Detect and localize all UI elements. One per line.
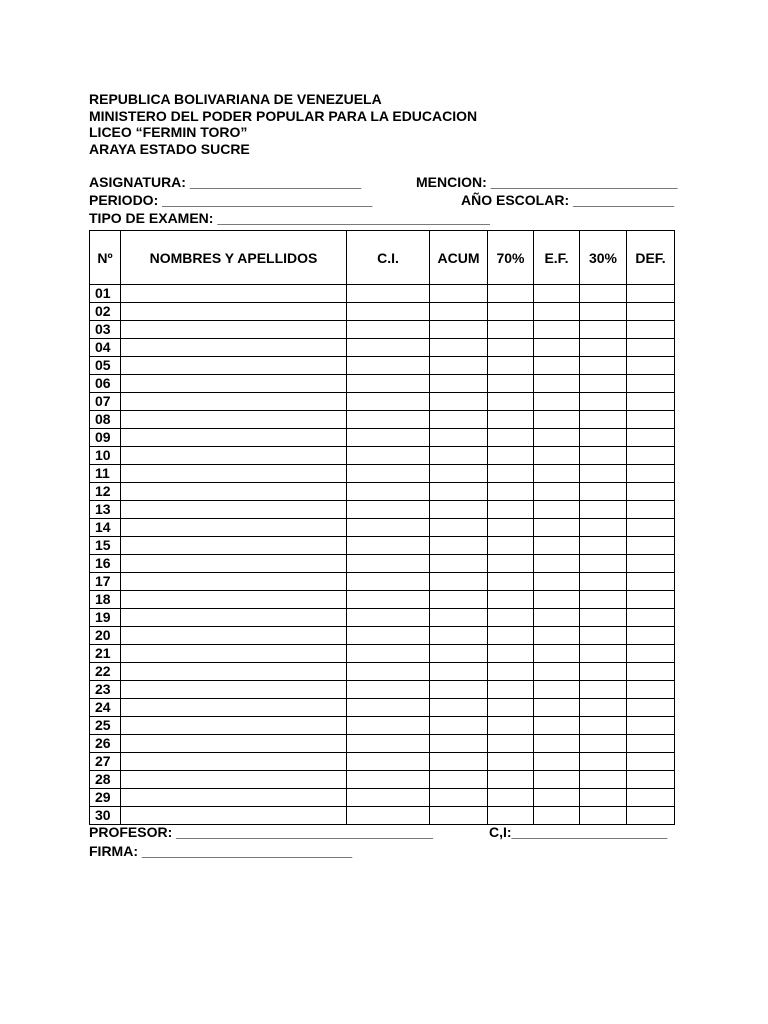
table-cell[interactable] (580, 771, 627, 789)
table-cell[interactable] (121, 555, 347, 573)
table-cell[interactable] (627, 771, 675, 789)
table-cell[interactable] (430, 699, 488, 717)
table-cell[interactable] (488, 303, 534, 321)
table-cell[interactable] (534, 519, 580, 537)
table-cell[interactable] (488, 681, 534, 699)
table-cell[interactable] (534, 717, 580, 735)
table-cell[interactable] (347, 465, 430, 483)
table-cell[interactable] (580, 339, 627, 357)
table-cell[interactable] (430, 753, 488, 771)
table-body (90, 285, 675, 825)
table-cell[interactable] (580, 555, 627, 573)
table-row (90, 573, 675, 591)
table-cell[interactable] (121, 807, 347, 825)
table-row (90, 699, 675, 717)
table-cell[interactable] (580, 717, 627, 735)
table-cell[interactable] (627, 717, 675, 735)
table-cell[interactable] (580, 789, 627, 807)
table-cell[interactable] (580, 321, 627, 339)
table-cell[interactable] (627, 591, 675, 609)
row-number: 25 (90, 717, 121, 735)
table-cell[interactable] (488, 411, 534, 429)
table-cell[interactable] (580, 501, 627, 519)
table-cell[interactable] (121, 771, 347, 789)
table-cell[interactable] (534, 609, 580, 627)
table-cell[interactable] (430, 321, 488, 339)
table-row (90, 483, 675, 501)
table-cell[interactable] (534, 501, 580, 519)
table-row (90, 555, 675, 573)
table-cell[interactable] (430, 555, 488, 573)
table-cell[interactable] (347, 753, 430, 771)
table-cell[interactable] (121, 681, 347, 699)
mencion-field[interactable]: MENCION: ________________________ (416, 174, 678, 190)
table-cell[interactable] (580, 537, 627, 555)
table-cell[interactable] (430, 447, 488, 465)
row-number: 19 (90, 609, 121, 627)
table-cell[interactable] (627, 303, 675, 321)
table-cell[interactable] (580, 807, 627, 825)
table-row (90, 429, 675, 447)
table-cell[interactable] (430, 519, 488, 537)
table-row (90, 609, 675, 627)
table-cell[interactable] (121, 339, 347, 357)
table-cell[interactable] (534, 699, 580, 717)
table-cell[interactable] (534, 393, 580, 411)
table-cell[interactable] (430, 591, 488, 609)
table-cell[interactable] (534, 573, 580, 591)
row-number: 03 (90, 321, 121, 339)
table-cell[interactable] (347, 483, 430, 501)
table-cell[interactable] (580, 681, 627, 699)
table-cell[interactable] (488, 627, 534, 645)
table-cell[interactable] (580, 303, 627, 321)
column-header: NOMBRES Y APELLIDOS (121, 231, 347, 285)
row-number: 30 (90, 807, 121, 825)
ano-escolar-field[interactable]: AÑO ESCOLAR: _____________ (461, 192, 675, 208)
table-cell[interactable] (534, 483, 580, 501)
column-header: ACUM (430, 231, 488, 285)
table-cell[interactable] (534, 375, 580, 393)
table-row (90, 807, 675, 825)
table-cell[interactable] (430, 357, 488, 375)
table-cell[interactable] (347, 645, 430, 663)
table-cell[interactable] (121, 393, 347, 411)
table-cell[interactable] (430, 411, 488, 429)
row-number: 26 (90, 735, 121, 753)
table-cell[interactable] (488, 663, 534, 681)
table-cell[interactable] (534, 645, 580, 663)
grades-table (89, 230, 675, 825)
table-cell[interactable] (580, 411, 627, 429)
table-cell[interactable] (534, 465, 580, 483)
table-cell[interactable] (430, 771, 488, 789)
table-cell[interactable] (430, 285, 488, 303)
table-cell[interactable] (488, 429, 534, 447)
table-cell[interactable] (627, 393, 675, 411)
table-cell[interactable] (627, 699, 675, 717)
table-cell[interactable] (347, 537, 430, 555)
table-cell[interactable] (488, 645, 534, 663)
table-cell[interactable] (488, 447, 534, 465)
table-cell[interactable] (430, 303, 488, 321)
table-cell[interactable] (488, 321, 534, 339)
table-cell[interactable] (347, 555, 430, 573)
table-cell[interactable] (121, 645, 347, 663)
row-number: 27 (90, 753, 121, 771)
table-row (90, 519, 675, 537)
table-cell[interactable] (347, 663, 430, 681)
table-cell[interactable] (121, 447, 347, 465)
table-cell[interactable] (534, 555, 580, 573)
table-cell[interactable] (580, 285, 627, 303)
table-cell[interactable] (627, 735, 675, 753)
table-cell[interactable] (347, 681, 430, 699)
table-cell[interactable] (430, 393, 488, 411)
table-row (90, 357, 675, 375)
table-cell[interactable] (580, 393, 627, 411)
table-cell[interactable] (627, 609, 675, 627)
row-number: 08 (90, 411, 121, 429)
table-cell[interactable] (534, 807, 580, 825)
table-cell[interactable] (121, 717, 347, 735)
table-cell[interactable] (627, 645, 675, 663)
row-number: 07 (90, 393, 121, 411)
table-row (90, 789, 675, 807)
header-location: ARAYA ESTADO SUCRE (89, 140, 250, 157)
table-cell[interactable] (534, 411, 580, 429)
table-cell[interactable] (347, 591, 430, 609)
table-cell[interactable] (121, 789, 347, 807)
table-row (90, 537, 675, 555)
table-cell[interactable] (121, 303, 347, 321)
table-cell[interactable] (347, 609, 430, 627)
table-cell[interactable] (534, 357, 580, 375)
table-row (90, 645, 675, 663)
table-cell[interactable] (534, 537, 580, 555)
table-cell[interactable] (430, 429, 488, 447)
row-number: 29 (90, 789, 121, 807)
table-cell[interactable] (430, 717, 488, 735)
table-row (90, 681, 675, 699)
table-cell[interactable] (121, 465, 347, 483)
table-cell[interactable] (627, 483, 675, 501)
table-cell[interactable] (347, 447, 430, 465)
table-cell[interactable] (488, 699, 534, 717)
table-row (90, 447, 675, 465)
table-cell[interactable] (347, 375, 430, 393)
table-cell[interactable] (488, 285, 534, 303)
table-cell[interactable] (488, 519, 534, 537)
table-cell[interactable] (430, 807, 488, 825)
table-cell[interactable] (347, 807, 430, 825)
table-cell[interactable] (121, 429, 347, 447)
table-cell[interactable] (347, 393, 430, 411)
table-cell[interactable] (430, 483, 488, 501)
table-cell[interactable] (121, 519, 347, 537)
table-cell[interactable] (580, 627, 627, 645)
table-cell[interactable] (534, 789, 580, 807)
table-cell[interactable] (627, 753, 675, 771)
table-cell[interactable] (534, 339, 580, 357)
table-cell[interactable] (430, 375, 488, 393)
row-number: 23 (90, 681, 121, 699)
table-cell[interactable] (580, 375, 627, 393)
table-row (90, 501, 675, 519)
table-cell[interactable] (627, 429, 675, 447)
table-cell[interactable] (347, 321, 430, 339)
table-cell[interactable] (430, 627, 488, 645)
table-cell[interactable] (627, 555, 675, 573)
row-number: 18 (90, 591, 121, 609)
table-cell[interactable] (347, 411, 430, 429)
table-cell[interactable] (347, 789, 430, 807)
table-cell[interactable] (580, 699, 627, 717)
table-cell[interactable] (488, 753, 534, 771)
table-cell[interactable] (580, 429, 627, 447)
table-cell[interactable] (347, 285, 430, 303)
row-number: 15 (90, 537, 121, 555)
table-row (90, 591, 675, 609)
table-cell[interactable] (627, 501, 675, 519)
table-cell[interactable] (534, 303, 580, 321)
table-cell[interactable] (534, 627, 580, 645)
table-row (90, 375, 675, 393)
table-cell[interactable] (488, 357, 534, 375)
table-cell[interactable] (430, 537, 488, 555)
table-cell[interactable] (430, 465, 488, 483)
table-cell[interactable] (121, 573, 347, 591)
column-header: E.F. (534, 231, 580, 285)
table-cell[interactable] (347, 357, 430, 375)
row-number: 01 (90, 285, 121, 303)
table-row (90, 411, 675, 429)
table-cell[interactable] (627, 447, 675, 465)
table-cell[interactable] (347, 339, 430, 357)
column-header: Nº (90, 231, 121, 285)
column-header: DEF. (627, 231, 675, 285)
table-cell[interactable] (121, 375, 347, 393)
table-row (90, 321, 675, 339)
table-cell[interactable] (121, 483, 347, 501)
firma-field[interactable]: FIRMA: ___________________________ (89, 843, 353, 859)
table-cell[interactable] (580, 357, 627, 375)
table-cell[interactable] (121, 663, 347, 681)
header-country: REPUBLICA BOLIVARIANA DE VENEZUELA (89, 91, 382, 107)
table-cell[interactable] (347, 573, 430, 591)
row-number: 09 (90, 429, 121, 447)
table-cell[interactable] (488, 375, 534, 393)
table-cell[interactable] (121, 735, 347, 753)
table-cell[interactable] (347, 771, 430, 789)
table-cell[interactable] (121, 357, 347, 375)
table-cell[interactable] (627, 285, 675, 303)
column-header: 30% (580, 231, 627, 285)
row-number: 11 (90, 465, 121, 483)
table-cell[interactable] (121, 609, 347, 627)
row-number: 22 (90, 663, 121, 681)
table-cell[interactable] (580, 447, 627, 465)
table-cell[interactable] (627, 789, 675, 807)
table-cell[interactable] (580, 663, 627, 681)
table-row (90, 393, 675, 411)
row-number: 28 (90, 771, 121, 789)
header-school: LICEO “FERMIN TORO” (89, 124, 248, 140)
table-cell[interactable] (534, 447, 580, 465)
table-cell[interactable] (488, 807, 534, 825)
table-row (90, 285, 675, 303)
row-number: 14 (90, 519, 121, 537)
table-cell[interactable] (534, 663, 580, 681)
row-number: 10 (90, 447, 121, 465)
table-cell[interactable] (347, 429, 430, 447)
table-cell[interactable] (580, 573, 627, 591)
table-cell[interactable] (627, 627, 675, 645)
table-cell[interactable] (627, 411, 675, 429)
table-cell[interactable] (430, 735, 488, 753)
table-cell[interactable] (580, 465, 627, 483)
table-cell[interactable] (627, 681, 675, 699)
row-number: 17 (90, 573, 121, 591)
table-cell[interactable] (580, 483, 627, 501)
table-cell[interactable] (627, 537, 675, 555)
row-number: 13 (90, 501, 121, 519)
table-row (90, 717, 675, 735)
table-cell[interactable] (534, 735, 580, 753)
table-cell[interactable] (580, 519, 627, 537)
table-cell[interactable] (121, 699, 347, 717)
periodo-field[interactable]: PERIODO: ___________________________ (89, 192, 373, 208)
table-cell[interactable] (534, 321, 580, 339)
table-cell[interactable] (347, 717, 430, 735)
table-row (90, 303, 675, 321)
table-cell[interactable] (347, 699, 430, 717)
table-cell[interactable] (488, 717, 534, 735)
document-header (89, 91, 477, 157)
table-cell[interactable] (488, 555, 534, 573)
table-row (90, 663, 675, 681)
table-cell[interactable] (121, 627, 347, 645)
row-number: 16 (90, 555, 121, 573)
table-cell[interactable] (347, 519, 430, 537)
table-cell[interactable] (430, 663, 488, 681)
asignatura-field[interactable]: ASIGNATURA: ______________________ (89, 174, 362, 190)
row-number: 02 (90, 303, 121, 321)
table-cell[interactable] (121, 591, 347, 609)
table-cell[interactable] (580, 609, 627, 627)
table-cell[interactable] (627, 375, 675, 393)
table-cell[interactable] (580, 735, 627, 753)
table-cell[interactable] (488, 771, 534, 789)
table-row (90, 771, 675, 789)
table-cell[interactable] (430, 609, 488, 627)
table-cell[interactable] (580, 645, 627, 663)
row-number: 06 (90, 375, 121, 393)
table-row (90, 753, 675, 771)
table-cell[interactable] (347, 501, 430, 519)
table-cell[interactable] (347, 627, 430, 645)
table-cell[interactable] (488, 465, 534, 483)
table-cell[interactable] (534, 771, 580, 789)
table-cell[interactable] (627, 807, 675, 825)
table-header-row (90, 231, 675, 285)
table-cell[interactable] (488, 573, 534, 591)
table-cell[interactable] (347, 303, 430, 321)
table-cell[interactable] (627, 339, 675, 357)
table-cell[interactable] (627, 465, 675, 483)
table-cell[interactable] (488, 501, 534, 519)
table-cell[interactable] (121, 321, 347, 339)
column-header: 70% (488, 231, 534, 285)
table-cell[interactable] (488, 735, 534, 753)
table-cell[interactable] (627, 573, 675, 591)
table-cell[interactable] (488, 537, 534, 555)
table-cell[interactable] (488, 339, 534, 357)
table-cell[interactable] (488, 393, 534, 411)
ci-field[interactable]: C,I:____________________ (489, 824, 668, 840)
table-cell[interactable] (534, 285, 580, 303)
table-cell[interactable] (430, 681, 488, 699)
table-cell[interactable] (430, 339, 488, 357)
table-cell[interactable] (121, 411, 347, 429)
table-row (90, 627, 675, 645)
row-number: 24 (90, 699, 121, 717)
column-header: C.I. (347, 231, 430, 285)
row-number: 20 (90, 627, 121, 645)
table-cell[interactable] (627, 321, 675, 339)
table-cell[interactable] (580, 591, 627, 609)
table-cell[interactable] (121, 285, 347, 303)
table-row (90, 465, 675, 483)
table-cell[interactable] (121, 753, 347, 771)
row-number: 12 (90, 483, 121, 501)
row-number: 04 (90, 339, 121, 357)
table-cell[interactable] (534, 753, 580, 771)
table-cell[interactable] (121, 501, 347, 519)
table-cell[interactable] (627, 519, 675, 537)
table-cell[interactable] (627, 357, 675, 375)
table-cell[interactable] (430, 573, 488, 591)
table-cell[interactable] (580, 753, 627, 771)
table-cell[interactable] (534, 591, 580, 609)
table-row (90, 735, 675, 753)
table-cell[interactable] (534, 429, 580, 447)
table-cell[interactable] (488, 789, 534, 807)
table-row (90, 339, 675, 357)
table-cell[interactable] (430, 501, 488, 519)
table-cell[interactable] (121, 537, 347, 555)
table-cell[interactable] (488, 591, 534, 609)
row-number: 05 (90, 357, 121, 375)
tipo-examen-field[interactable]: TIPO DE EXAMEN: ___________________________________ (89, 210, 490, 226)
table-cell[interactable] (430, 645, 488, 663)
profesor-field[interactable]: PROFESOR: _________________________________ (89, 824, 434, 840)
row-number: 21 (90, 645, 121, 663)
header-ministry: MINISTERO DEL PODER POPULAR PARA LA EDUCACION (89, 107, 478, 124)
table-cell[interactable] (488, 483, 534, 501)
table-cell[interactable] (627, 663, 675, 681)
table-cell[interactable] (430, 789, 488, 807)
table-cell[interactable] (347, 735, 430, 753)
table-cell[interactable] (488, 609, 534, 627)
table-cell[interactable] (534, 681, 580, 699)
